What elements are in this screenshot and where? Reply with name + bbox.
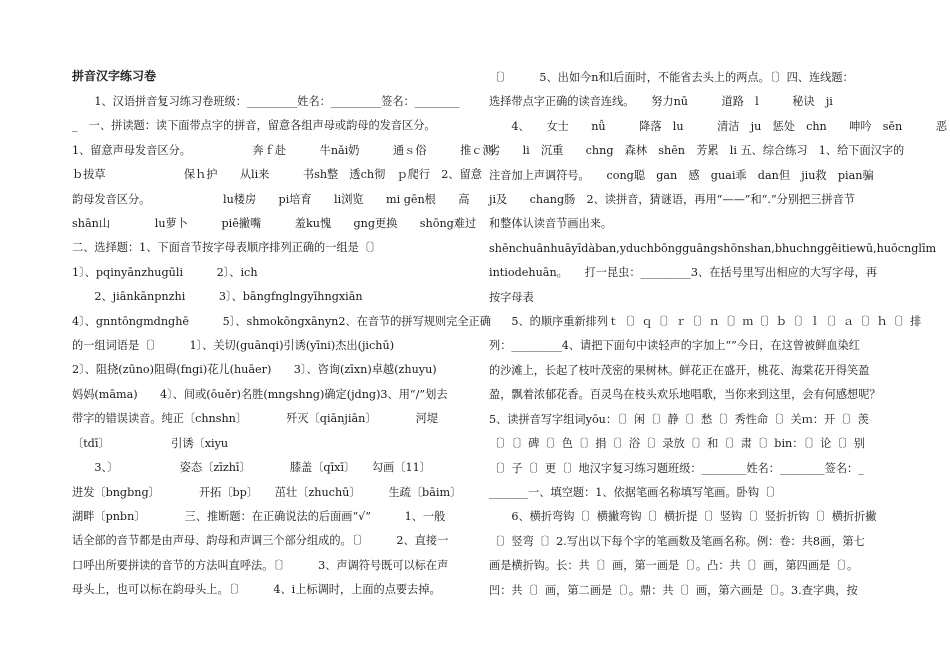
text-line: shān山 lu萝卜 piē撇嘴 羞ku愧 gng更换 shōng难过 [72,217,477,231]
text-line: 韵母发音区分。 lu楼房 pi培育 li浏览 mi gēn根 高 [72,192,470,206]
text-line: 带字的错误读音。纯正〔chnshn〕 歼灭〔qiānjiān〕 河堤 [72,412,439,426]
text-line: 〔〕竖弯〔〕2.写出以下每个字的笔画数及笔画名称。例：卷：共8画，第七 [489,534,865,548]
left-column [72,66,494,603]
text-line: 凹：共〔〕画，第二画是〔〕。鼎：共〔〕画，第六画是〔〕。3.查字典，按 [489,583,858,597]
text-line: 3、〕 姿态〔zīzhī〕 膝盖〔qīxī〕 勾画〔11〕 [72,461,431,475]
text-line: intiodehuān。 打一昆虫：_________3、在括号里写出相应的大写字母，再 [489,266,878,280]
page-title: 拼音汉字练习卷 [72,69,157,83]
text-line: ｂ拔草 保ｈ护 从li来 书sh整 透ch彻 ｐ爬行 2、留意 [72,168,482,182]
right-column [489,66,948,603]
text-line: 4、 女士 nǚ 降落 lu 清洁 ju 惩处 chn 呻吟 sēn 恶 [489,119,948,133]
text-line: 列：_________4、请把下面句中读轻声的字加上“”今日，在这曾被鲜血染红 [489,339,860,353]
text-line: 的沙滩上，长起了枝叶茂密的果树林。鲜花正在盛开，桃花、海棠花开得笑盈 [489,363,870,377]
text-line: 注音加上声调符号。 cong聪 gan 感 guai乖 dan但 jiu救 pian骗 [489,168,874,182]
text-line: 按字母表 [489,290,534,304]
text-line: _______一、填空题：1、依据笔画名称填写笔画。卧钩〔〕 [489,485,782,499]
text-line: 〔tdī〕 引诱〔xiyu [72,436,229,450]
text-line: 劣 li 沉重 chng 森林 shēn 芳累 li 五、综合练习 1、给下面汉字的 [489,144,905,158]
text-line: 〔〕 5、出如今n和l后面时，不能省去头上的两点。〔〕四、连线题： [489,71,854,84]
text-line: 画是横折钩。长：共〔〕画，第一画是〔〕。凸：共〔〕画，第四画是〔〕。 [489,559,859,573]
text-line: 1、留意声母发音区分。 奔ｆ赴 牛nǎi奶 通ｓ俗 推ｃ测 [72,143,494,157]
text-line: 口呼出所要拼读的音节的方法叫直呼法。〔〕 3、声调符号既可以标在声 [72,558,449,572]
text-line: 和整体认读音节画出来。 [489,217,613,231]
text-line: 6、横折弯钩〔〕横撇弯钩〔〕横折提〔〕竖钩〔〕竖折折钩〔〕横折折撇 [489,510,877,524]
text-line: ji及 chang肠 2、读拼音，猜谜语，再用“——”和“.”分别把三拼音节 [489,193,855,207]
left-text-block [72,90,494,603]
text-line: 1〕、pqinyānzhugūli 2〕、ich [72,265,258,279]
text-line: shēnchuānhuāyīdàban,yduchbōngguāngshōnshan,bhuchnggēitiewū,huōcnglīm [489,241,937,255]
text-line: 5、的顺序重新排列ｔ〔〕ｑ〔〕ｒ〔〕ｎ〔〕ｍ〔〕ｂ〔〕ｌ〔〕ａ〔〕ｈ〔〕排 [489,315,922,329]
text-line: 5、读拼音写字组词yōu：〔〕闲〔〕静〔〕愁〔〕秀性命〔〕关ｍ：开〔〕羡 [489,412,869,426]
text-line: 湖畔〔pnbn〕 三、推断题：在正确说法的后面画“√” 1、一般 [72,509,446,523]
text-line: 〔〕子〔〕更〔〕地汉字复习练习题班级：________姓名：________签名：_ [489,461,864,475]
text-line: 妈妈(māma) 4〕、间或(ōuěr)名胜(mngshng)确定(jdng)3、用“/”划去 [72,387,448,401]
text-line: 母头上，也可以标在韵母头上。〔〕 4、i上标调时，上面的点要去掉。 [72,583,441,597]
text-line: 2〕、阻挠(zūno)阻碍(fngi)花儿(huāer) 3〕、咨询(zīxn)卓越(zhuyu) [72,363,437,377]
text-line: _ 一、拼读题：读下面带点字的拼音，留意各组声母或韵母的发音区分。 [72,119,436,133]
text-line: 进发〔bngbng〕 开拓〔bp〕 茁壮〔zhuchū〕 生疏〔bāim〕 [72,485,462,499]
text-line: 〔〕〔〕碑〔〕色〔〕捐〔〕浴〔〕录放〔〕和〔〕肃〔〕bin：〔〕论〔〕别 [489,437,865,451]
text-line: 盈，飘着浓郁花香。百灵鸟在枝头欢乐地唱歌，当你来到这里，会有何感想呢？ [489,388,881,402]
text-line: 1、汉语拼音复习练习卷班级：_________姓名：_________签名：________ [72,95,460,108]
text-line: 2、jiānkānpnzhi 3〕、bāngfnglngyīhngxiān [72,290,363,304]
text-line: 的一组词语是〔〕 1〕、关切(guānqi)引诱(yīni)杰出(jichū) [72,339,395,353]
text-line: 4〕、gnntōngmdnghē 5〕、shmokōngxānyn2、在音节的拼写规则完全正确 [72,314,491,328]
text-line: 二、选择题：1、下面音节按字母表顺序排列正确的一组是〔〕 [72,241,382,255]
text-line: 话全部的音节都是由声母、韵母和声调三个部分组成的。〔〕 2、直接一 [72,534,449,548]
text-line: 选择带点字正确的读音连线。 努力nū 道路 l 秘诀 ji [489,95,833,109]
right-text-block [489,66,948,603]
